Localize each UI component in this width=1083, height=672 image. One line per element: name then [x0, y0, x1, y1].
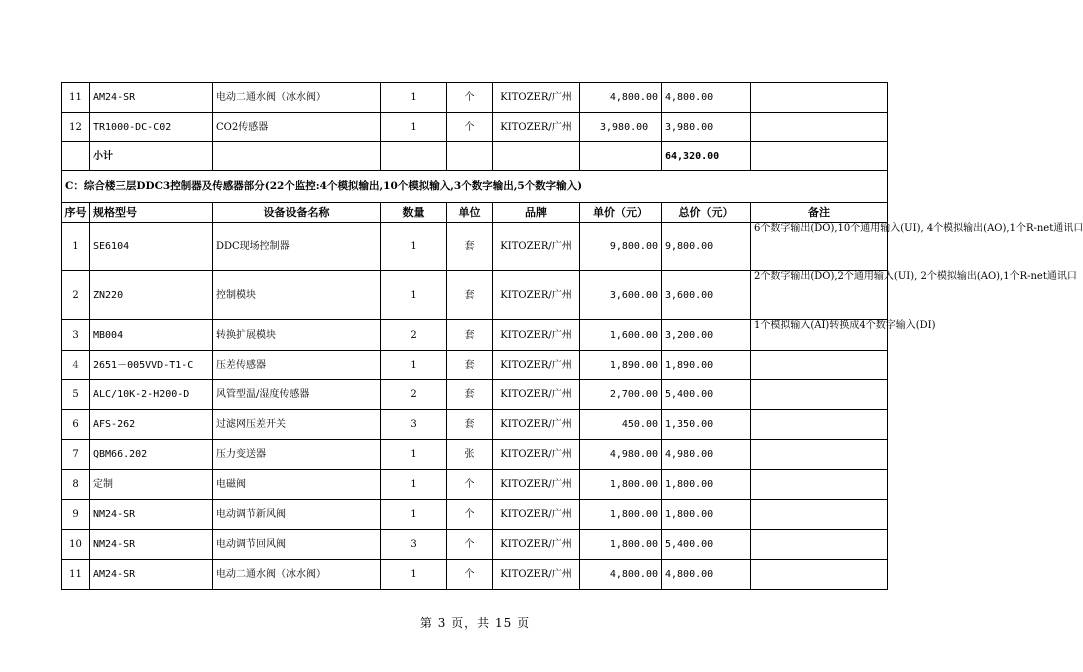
model-cell: TR1000-DC-C02 — [90, 113, 213, 142]
note-cell — [751, 351, 888, 380]
seq-cell: 1 — [62, 223, 90, 271]
qty-cell: 1 — [381, 560, 447, 590]
qty-cell: 2 — [381, 320, 447, 351]
qty-cell: 1 — [381, 470, 447, 500]
name-cell: 过滤网压差开关 — [213, 410, 381, 440]
total-cell: 4,800.00 — [662, 560, 751, 590]
brand-cell: KITOZER/广州 — [493, 320, 580, 351]
model-cell: MB004 — [90, 320, 213, 351]
price-cell: 2,700.00 — [580, 380, 662, 410]
unit-cell: 个 — [447, 560, 493, 590]
name-cell: 风管型温/湿度传感器 — [213, 380, 381, 410]
qty-cell: 1 — [381, 500, 447, 530]
name-cell: 转换扩展模块 — [213, 320, 381, 351]
note-cell — [751, 530, 888, 560]
seq-cell: 12 — [62, 113, 90, 142]
total-cell: 3,980.00 — [662, 113, 751, 142]
price-cell: 9,800.00 — [580, 223, 662, 271]
total-cell: 1,800.00 — [662, 500, 751, 530]
price-cell: 450.00 — [580, 410, 662, 440]
table-row — [62, 530, 888, 560]
header-row — [62, 203, 888, 223]
qty-cell: 1 — [381, 440, 447, 470]
name-cell: 电动调节回风阀 — [213, 530, 381, 560]
brand-cell: KITOZER/广州 — [493, 440, 580, 470]
price-cell: 3,600.00 — [580, 271, 662, 320]
note-cell — [751, 83, 888, 113]
note-cell — [751, 410, 888, 440]
total-cell: 4,800.00 — [662, 83, 751, 113]
table-row — [62, 470, 888, 500]
seq-cell: 5 — [62, 380, 90, 410]
name-cell: 电动调节新风阀 — [213, 500, 381, 530]
brand-cell: KITOZER/广州 — [493, 530, 580, 560]
price-cell: 1,800.00 — [580, 530, 662, 560]
header-brand: 品牌 — [493, 203, 580, 223]
subtotal-value: 64,320.00 — [662, 142, 751, 171]
price-cell: 1,890.00 — [580, 351, 662, 380]
seq-cell: 9 — [62, 500, 90, 530]
name-cell: 控制模块 — [213, 271, 381, 320]
total-cell: 1,350.00 — [662, 410, 751, 440]
brand-cell: KITOZER/广州 — [493, 113, 580, 142]
qty-cell: 1 — [381, 351, 447, 380]
unit-cell: 个 — [447, 500, 493, 530]
seq-cell: 7 — [62, 440, 90, 470]
total-cell: 5,400.00 — [662, 380, 751, 410]
seq-cell: 8 — [62, 470, 90, 500]
name-cell: CO2传感器 — [213, 113, 381, 142]
header-seq: 序号 — [62, 203, 90, 223]
table-row — [62, 83, 888, 113]
table-row — [62, 500, 888, 530]
total-cell: 4,980.00 — [662, 440, 751, 470]
model-cell: ALC/10K-2-H200-D — [90, 380, 213, 410]
unit-cell: 套 — [447, 320, 493, 351]
seq-cell: 10 — [62, 530, 90, 560]
model-cell: AM24-SR — [90, 560, 213, 590]
note-cell — [751, 500, 888, 530]
qty-cell: 1 — [381, 223, 447, 271]
header-model: 规格型号 — [90, 203, 213, 223]
note-cell: 1个模拟输入(AI)转换成4个数字输入(DI) — [751, 320, 888, 351]
brand-cell: KITOZER/广州 — [493, 500, 580, 530]
unit-cell: 套 — [447, 380, 493, 410]
unit-cell: 个 — [447, 470, 493, 500]
seq-cell: 4 — [62, 351, 90, 380]
total-cell: 3,600.00 — [662, 271, 751, 320]
qty-cell: 1 — [381, 271, 447, 320]
price-cell: 1,600.00 — [580, 320, 662, 351]
section-row — [62, 171, 888, 203]
total-cell: 9,800.00 — [662, 223, 751, 271]
price-cell: 4,800.00 — [580, 83, 662, 113]
model-cell: QBM66.202 — [90, 440, 213, 470]
qty-cell: 1 — [381, 113, 447, 142]
table-row — [62, 560, 888, 590]
name-cell: 电磁阀 — [213, 470, 381, 500]
table-row — [62, 271, 888, 320]
seq-cell: 2 — [62, 271, 90, 320]
model-cell: NM24-SR — [90, 530, 213, 560]
price-cell: 3,980.00 — [580, 113, 662, 142]
table-row — [62, 380, 888, 410]
header-unit: 单位 — [447, 203, 493, 223]
seq-cell: 3 — [62, 320, 90, 351]
price-cell: 4,980.00 — [580, 440, 662, 470]
model-cell: NM24-SR — [90, 500, 213, 530]
table-row — [62, 440, 888, 470]
unit-cell: 套 — [447, 410, 493, 440]
header-total: 总价（元） — [662, 203, 751, 223]
brand-cell: KITOZER/广州 — [493, 410, 580, 440]
model-cell: AFS-262 — [90, 410, 213, 440]
qty-cell: 3 — [381, 410, 447, 440]
seq-cell: 6 — [62, 410, 90, 440]
unit-cell: 个 — [447, 113, 493, 142]
seq-cell: 11 — [62, 83, 90, 113]
price-cell: 1,800.00 — [580, 500, 662, 530]
unit-cell: 套 — [447, 271, 493, 320]
brand-cell: KITOZER/广州 — [493, 351, 580, 380]
total-cell: 1,800.00 — [662, 470, 751, 500]
brand-cell: KITOZER/广州 — [493, 223, 580, 271]
subtotal-row — [62, 142, 888, 171]
name-cell: 电动二通水阀（冰水阀） — [213, 560, 381, 590]
header-price: 单价（元） — [580, 203, 662, 223]
price-cell: 4,800.00 — [580, 560, 662, 590]
unit-cell: 张 — [447, 440, 493, 470]
header-qty: 数量 — [381, 203, 447, 223]
note-cell: 6个数字输出(DO),10个通用输入(UI), 4个模拟输出(AO),1个R-net通讯口 — [751, 223, 888, 271]
table-row — [62, 351, 888, 380]
brand-cell: KITOZER/广州 — [493, 271, 580, 320]
header-name: 设备设备名称 — [213, 203, 381, 223]
name-cell: 电动二通水阀（冰水阀） — [213, 83, 381, 113]
note-cell — [751, 113, 888, 142]
unit-cell: 个 — [447, 530, 493, 560]
model-cell: 2651－005VVD-T1-C — [90, 351, 213, 380]
price-cell: 1,800.00 — [580, 470, 662, 500]
table-row — [62, 410, 888, 440]
brand-cell: KITOZER/广州 — [493, 83, 580, 113]
name-cell: DDC现场控制器 — [213, 223, 381, 271]
table-row — [62, 320, 888, 351]
brand-cell: KITOZER/广州 — [493, 380, 580, 410]
total-cell: 3,200.00 — [662, 320, 751, 351]
model-cell: AM24-SR — [90, 83, 213, 113]
model-cell: SE6104 — [90, 223, 213, 271]
subtotal-label: 小计 — [90, 142, 213, 171]
table-row — [62, 223, 888, 271]
item-rows — [62, 223, 1083, 590]
seq-cell: 11 — [62, 560, 90, 590]
note-cell — [751, 380, 888, 410]
model-cell: 定制 — [90, 470, 213, 500]
name-cell: 压力变送器 — [213, 440, 381, 470]
model-cell: ZN220 — [90, 271, 213, 320]
page-footer: 第 3 页，共 15 页 — [419, 616, 531, 630]
brand-cell: KITOZER/广州 — [493, 470, 580, 500]
section-title: C：综合楼三层DDC3控制器及传感器部分(22个监控:4个模拟输出,10个模拟输入,3个数字输出,5个数字输入) — [62, 171, 888, 203]
note-cell: 2个数字输出(DO),2个通用输入(UI), 2个模拟输出(AO),1个R-net通讯口 — [751, 271, 888, 320]
unit-cell: 套 — [447, 223, 493, 271]
qty-cell: 1 — [381, 83, 447, 113]
header-note: 备注 — [751, 203, 888, 223]
unit-cell: 套 — [447, 351, 493, 380]
total-cell: 1,890.00 — [662, 351, 751, 380]
qty-cell: 2 — [381, 380, 447, 410]
name-cell: 压差传感器 — [213, 351, 381, 380]
quotation-table — [61, 82, 1083, 590]
total-cell: 5,400.00 — [662, 530, 751, 560]
brand-cell: KITOZER/广州 — [493, 560, 580, 590]
unit-cell: 个 — [447, 83, 493, 113]
note-cell — [751, 560, 888, 590]
table-row — [62, 113, 888, 142]
note-cell — [751, 470, 888, 500]
note-cell — [751, 440, 888, 470]
qty-cell: 3 — [381, 530, 447, 560]
